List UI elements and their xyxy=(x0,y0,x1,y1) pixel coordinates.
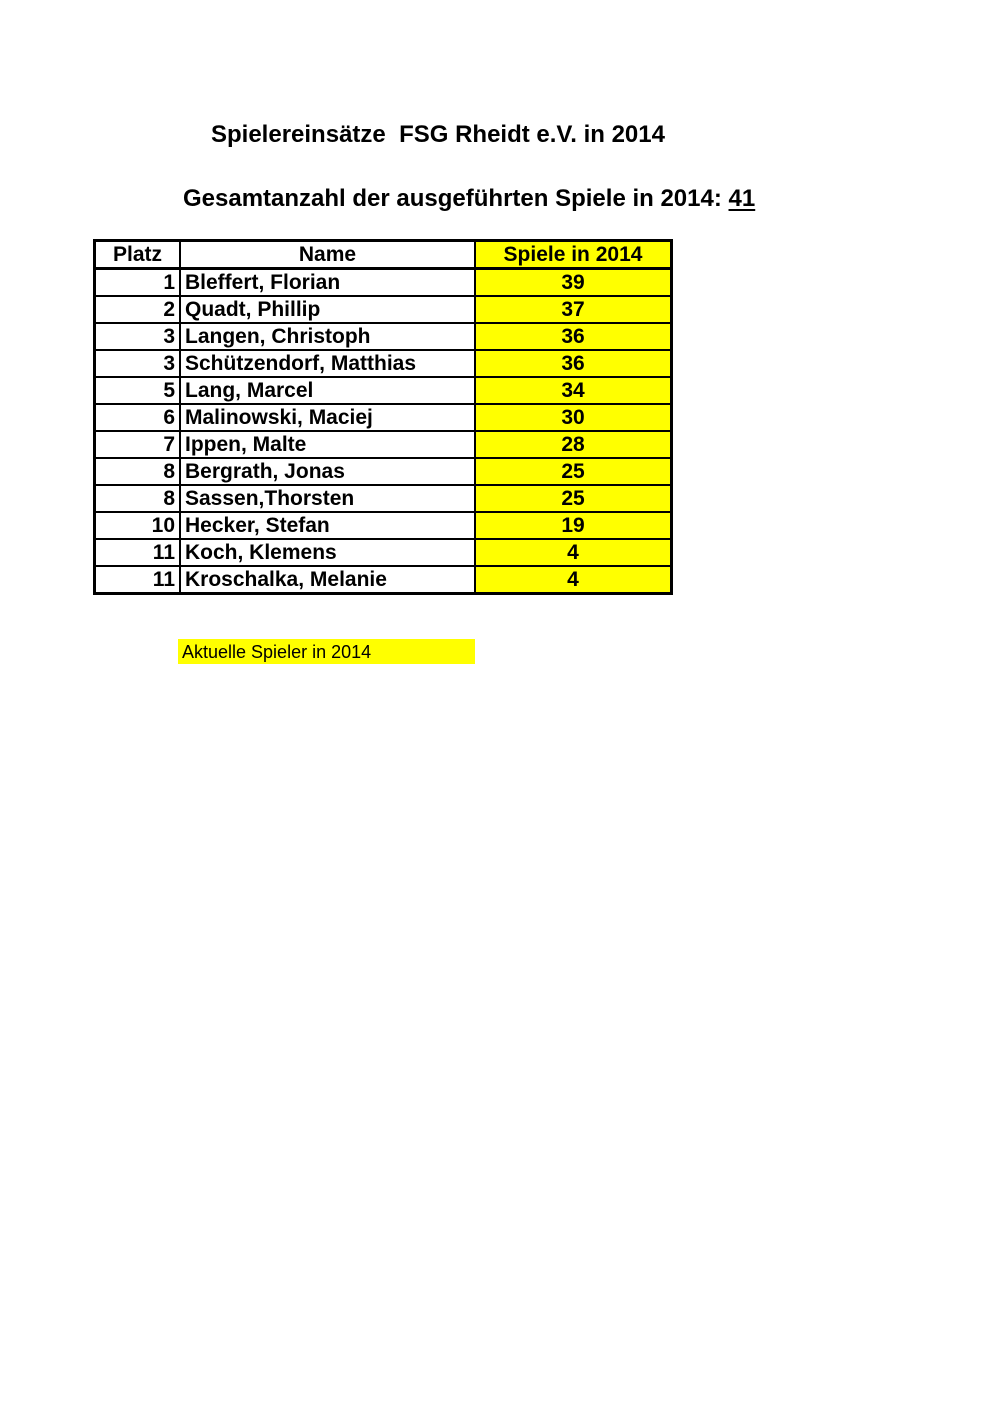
cell-name: Bleffert, Florian xyxy=(180,269,475,297)
player-appearances-table xyxy=(93,239,673,595)
header-name: Name xyxy=(180,241,475,269)
table-header-row xyxy=(95,241,672,269)
legend-current-players: Aktuelle Spieler in 2014 xyxy=(178,639,475,664)
total-games-value: 41 xyxy=(728,185,756,212)
cell-spiele: 30 xyxy=(475,404,672,431)
cell-platz: 8 xyxy=(95,458,181,485)
cell-platz: 5 xyxy=(95,377,181,404)
table-row xyxy=(95,539,672,566)
table-row xyxy=(95,269,672,297)
document-title: Spielereinsätze FSG Rheidt e.V. in 2014 xyxy=(211,121,665,148)
cell-name: Malinowski, Maciej xyxy=(180,404,475,431)
cell-platz: 6 xyxy=(95,404,181,431)
table-row xyxy=(95,512,672,539)
cell-name: Quadt, Phillip xyxy=(180,296,475,323)
table-row xyxy=(95,296,672,323)
cell-name: Koch, Klemens xyxy=(180,539,475,566)
cell-platz: 7 xyxy=(95,431,181,458)
table-row xyxy=(95,350,672,377)
cell-spiele: 4 xyxy=(475,566,672,594)
cell-name: Ippen, Malte xyxy=(180,431,475,458)
total-games-line xyxy=(183,184,755,214)
cell-spiele: 36 xyxy=(475,323,672,350)
table-row xyxy=(95,377,672,404)
table-row xyxy=(95,404,672,431)
cell-spiele: 28 xyxy=(475,431,672,458)
cell-name: Lang, Marcel xyxy=(180,377,475,404)
header-spiele: Spiele in 2014 xyxy=(475,241,672,269)
table-row xyxy=(95,566,672,594)
cell-spiele: 25 xyxy=(475,485,672,512)
cell-platz: 3 xyxy=(95,350,181,377)
cell-platz: 11 xyxy=(95,566,181,594)
cell-platz: 8 xyxy=(95,485,181,512)
cell-spiele: 39 xyxy=(475,269,672,297)
table-row xyxy=(95,431,672,458)
cell-name: Bergrath, Jonas xyxy=(180,458,475,485)
cell-spiele: 25 xyxy=(475,458,672,485)
cell-platz: 2 xyxy=(95,296,181,323)
total-games-label: Gesamtanzahl der ausgeführten Spiele in 2014: xyxy=(183,185,729,212)
cell-spiele: 34 xyxy=(475,377,672,404)
cell-spiele: 19 xyxy=(475,512,672,539)
cell-spiele: 4 xyxy=(475,539,672,566)
cell-name: Hecker, Stefan xyxy=(180,512,475,539)
cell-platz: 3 xyxy=(95,323,181,350)
cell-spiele: 37 xyxy=(475,296,672,323)
cell-name: Sassen,Thorsten xyxy=(180,485,475,512)
cell-platz: 1 xyxy=(95,269,181,297)
cell-spiele: 36 xyxy=(475,350,672,377)
cell-name: Kroschalka, Melanie xyxy=(180,566,475,594)
header-platz: Platz xyxy=(95,241,181,269)
cell-name: Langen, Christoph xyxy=(180,323,475,350)
cell-platz: 11 xyxy=(95,539,181,566)
table-body xyxy=(95,269,672,594)
cell-name: Schützendorf, Matthias xyxy=(180,350,475,377)
cell-platz: 10 xyxy=(95,512,181,539)
table-row xyxy=(95,485,672,512)
table-row xyxy=(95,458,672,485)
table-row xyxy=(95,323,672,350)
